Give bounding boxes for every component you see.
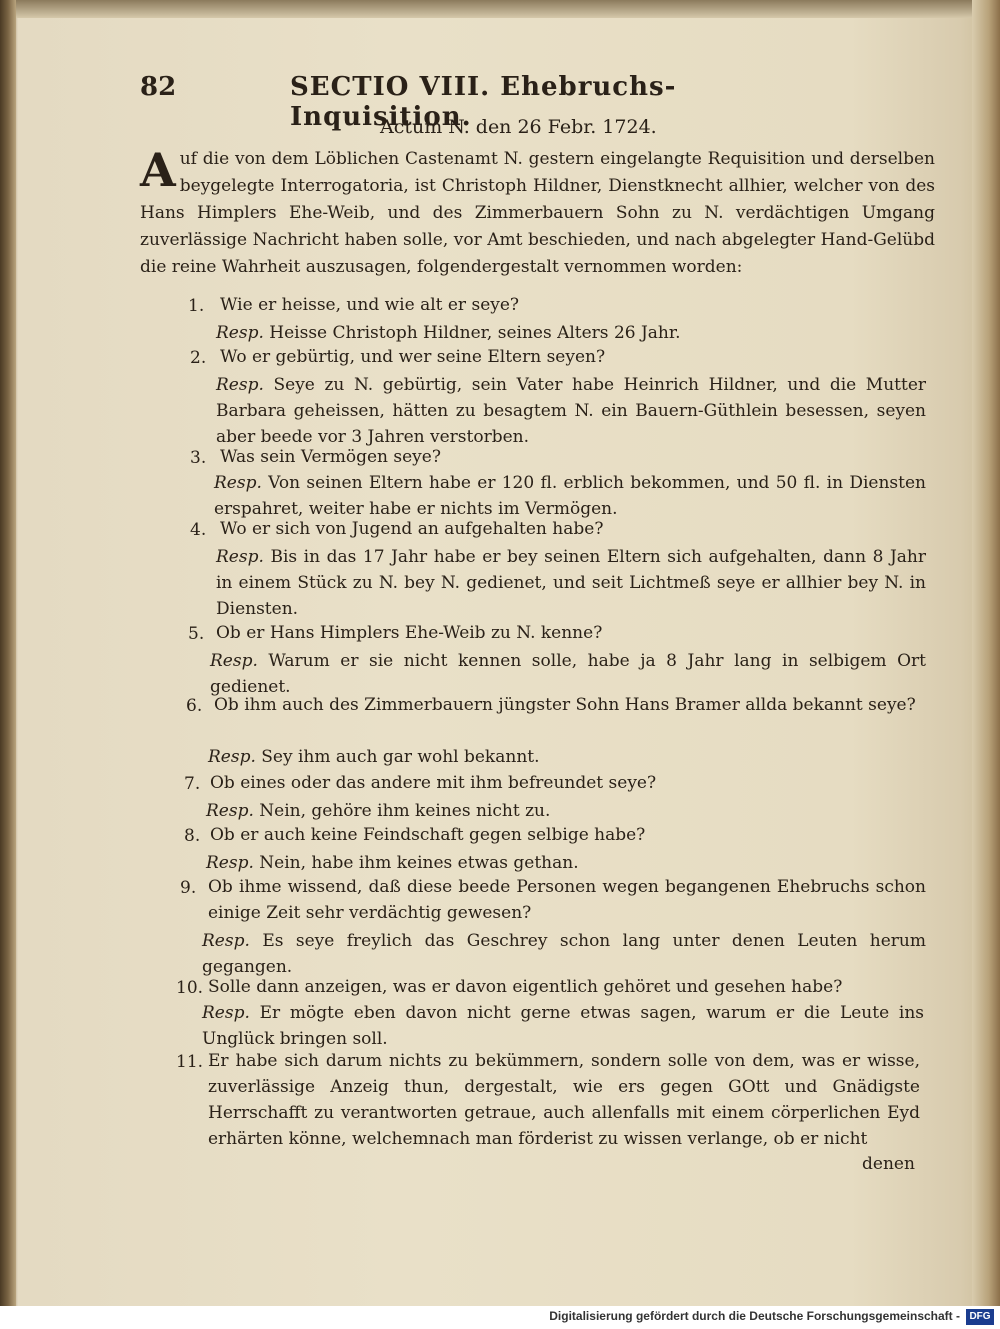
response <box>216 320 916 346</box>
item-number: 3. <box>190 448 207 468</box>
page-right-edge <box>972 0 1000 1306</box>
response-text: Warum er sie nicht kennen solle, habe ja 8 Jahr lang in selbigem Ort gedienet. <box>210 651 926 697</box>
resp-label: Resp. <box>206 801 254 821</box>
response <box>214 470 926 522</box>
book-binding <box>0 0 16 1306</box>
item-number: 5. <box>188 624 205 644</box>
intro-text: uf die von dem Löblichen Castenamt N. gestern eingelangte Requisition und derselben beygelegte Interrogatoria, ist Christoph Hildner, Dienstknecht allhier, welcher von des Hans Himplers Ehe-Weib, und des Zimmerbauern Sohn zu N. verdächtigen Umgang zuverlässige Nachricht haben solle, vor Amt beschieden, und nach abgelegter Hand-Gelübd die reine Wahrheit auszusagen, folgendergestalt vernommen worden: <box>140 149 935 277</box>
dfg-logo: DFG <box>966 1309 994 1325</box>
response-text: Heisse Christoph Hildner, seines Alters 26 Jahr. <box>269 323 681 343</box>
page-top-edge <box>0 0 1000 18</box>
item-number: 11. <box>176 1052 204 1072</box>
question: Er habe sich darum nichts zu bekümmern, sondern solle von dem, was er wisse, zuverlässige Anzeig thun, dergestalt, wie ers gegen GOtt und Gnädigste Herrschafft zu verantworten getraue, auch allenfalls mit einem cörperlichen Eyd erhärten könne, welchemnach man förderist zu wissen verlange, ob er nicht <box>208 1051 920 1149</box>
item-number: 4. <box>190 520 207 540</box>
resp-label: Resp. <box>216 323 264 343</box>
response <box>216 544 926 622</box>
item-number: 6. <box>186 696 203 716</box>
resp-label: Resp. <box>210 651 258 671</box>
drop-initial: A <box>140 143 176 197</box>
response <box>206 798 922 824</box>
response <box>208 744 924 770</box>
response <box>216 372 926 450</box>
funding-notice: Digitalisierung gefördert durch die Deutsche Forschungsgemeinschaft - <box>549 1309 960 1323</box>
question: Wo er gebürtig, und wer seine Eltern seyen? <box>220 347 606 367</box>
response <box>206 850 922 876</box>
resp-label: Resp. <box>206 853 254 873</box>
item-number: 8. <box>184 826 201 846</box>
question: Ob eines oder das andere mit ihm befreundet seye? <box>210 773 657 793</box>
response-text: Bis in das 17 Jahr habe er bey seinen Eltern sich aufgehalten, dann 8 Jahr in einem Stück zu N. bey N. gedienet, und seit Lichtmeß seye er allhier bey N. in Diensten. <box>216 547 927 619</box>
response <box>202 928 926 980</box>
item-number: 1. <box>188 296 205 316</box>
question: Ob ihm auch des Zimmerbauern jüngster Sohn Hans Bramer allda bekannt seye? <box>214 695 916 715</box>
footer-bar <box>0 1306 1000 1329</box>
question: Ob er Hans Himplers Ehe-Weib zu N. kenne? <box>216 623 603 643</box>
item-number: 9. <box>180 878 197 898</box>
actum-heading: Actum N. den 26 Febr. 1724. <box>380 116 657 138</box>
item-number: 7. <box>184 774 201 794</box>
response-text: Seye zu N. gebürtig, sein Vater habe Heinrich Hildner, und die Mutter Barbara geheissen, hätten zu besagtem N. ein Bauern-Güthlein besessen, seyen aber beede vor 3 Jahren verstorben. <box>216 375 927 447</box>
resp-label: Resp. <box>208 747 256 767</box>
page-number: 82 <box>140 72 177 102</box>
resp-label: Resp. <box>202 1003 250 1023</box>
item-number: 10. <box>176 978 204 998</box>
response-text: Nein, habe ihm keines etwas gethan. <box>259 853 579 873</box>
question: Was sein Vermögen seye? <box>220 447 441 467</box>
resp-label: Resp. <box>216 375 264 395</box>
resp-label: Resp. <box>202 931 250 951</box>
response <box>202 1000 924 1052</box>
response-text: Von seinen Eltern habe er 120 fl. erblich bekommen, und 50 fl. in Diensten erspahret, weiter habe er nichts im Vermögen. <box>214 473 926 519</box>
question: Wie er heisse, und wie alt er seye? <box>220 295 520 315</box>
resp-label: Resp. <box>216 547 264 567</box>
question: Solle dann anzeigen, was er davon eigentlich gehöret und gesehen habe? <box>208 977 843 997</box>
question: Ob er auch keine Feindschaft gegen selbige habe? <box>210 825 646 845</box>
response-text: Nein, gehöre ihm keines nicht zu. <box>259 801 551 821</box>
question: Ob ihme wissend, daß diese beede Personen wegen begangenen Ehebruchs schon einige Zeit sehr verdächtig gewesen? <box>208 877 926 923</box>
response-text: Sey ihm auch gar wohl bekannt. <box>261 747 540 767</box>
catchword: denen <box>862 1154 915 1174</box>
resp-label: Resp. <box>214 473 262 493</box>
response-text: Er mögte eben davon nicht gerne etwas sagen, warum er die Leute ins Unglück bringen soll. <box>202 1003 924 1049</box>
intro-paragraph <box>140 143 935 281</box>
section-title: SECTIO VIII. Ehebruchs-Inquisition. <box>290 72 677 132</box>
response-text: Es seye freylich das Geschrey schon lang unter denen Leuten herum gegangen. <box>202 931 926 977</box>
item-number: 2. <box>190 348 207 368</box>
question: Wo er sich von Jugend an aufgehalten habe? <box>220 519 604 539</box>
